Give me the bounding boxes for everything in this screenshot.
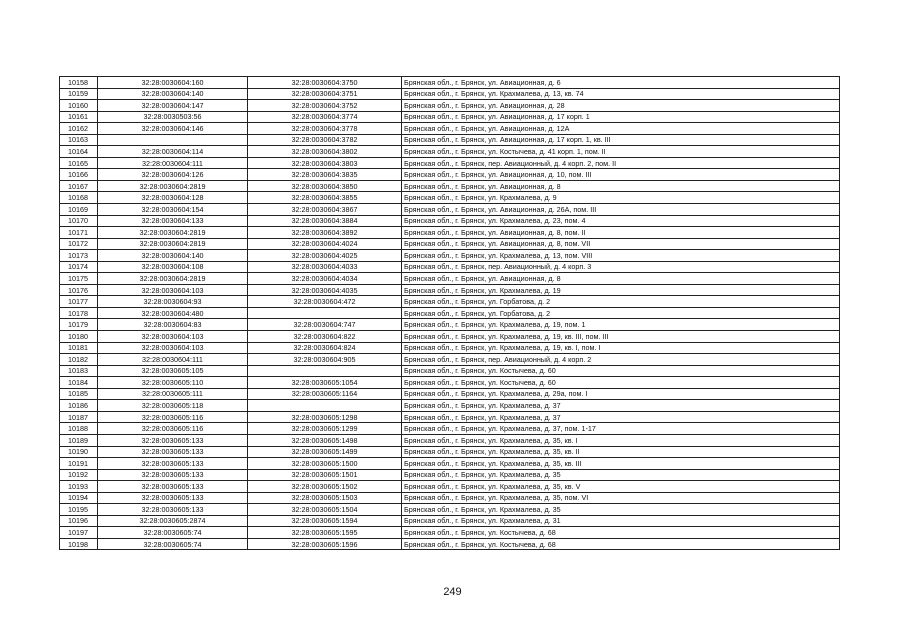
object-cadastral-number-cell: 32:28:0030604:3774 <box>248 111 402 123</box>
record-number-cell: 10174 <box>60 261 98 273</box>
table-row <box>60 377 840 389</box>
table-row <box>60 365 840 377</box>
land-cadastral-number-cell: 32:28:0030604:93 <box>98 296 248 308</box>
land-cadastral-number-cell: 32:28:0030605:2874 <box>98 515 248 527</box>
address-cell: Брянская обл., г. Брянск, ул. Крахмалева, д. 19 <box>402 284 840 296</box>
record-number-cell: 10192 <box>60 469 98 481</box>
land-cadastral-number-cell: 32:28:0030604:126 <box>98 169 248 181</box>
object-cadastral-number-cell: 32:28:0030604:3855 <box>248 192 402 204</box>
land-cadastral-number-cell: 32:28:0030605:105 <box>98 365 248 377</box>
record-number-cell: 10163 <box>60 134 98 146</box>
address-cell: Брянская обл., г. Брянск, ул. Крахмалева, д. 19, пом. 1 <box>402 319 840 331</box>
object-cadastral-number-cell <box>248 307 402 319</box>
registry-table-body <box>60 77 840 550</box>
address-cell: Брянская обл., г. Брянск, ул. Авиационная, д. 10, пом. III <box>402 169 840 181</box>
land-cadastral-number-cell: 32:28:0030604:103 <box>98 284 248 296</box>
record-number-cell: 10170 <box>60 215 98 227</box>
object-cadastral-number-cell <box>248 365 402 377</box>
land-cadastral-number-cell <box>98 134 248 146</box>
table-row <box>60 515 840 527</box>
land-cadastral-number-cell: 32:28:0030605:74 <box>98 527 248 539</box>
land-cadastral-number-cell: 32:28:0030605:74 <box>98 538 248 550</box>
table-row <box>60 111 840 123</box>
address-cell: Брянская обл., г. Брянск, ул. Крахмалева, д. 37 <box>402 411 840 423</box>
land-cadastral-number-cell: 32:28:0030604:103 <box>98 331 248 343</box>
record-number-cell: 10176 <box>60 284 98 296</box>
table-row <box>60 273 840 285</box>
table-row <box>60 423 840 435</box>
object-cadastral-number-cell: 32:28:0030604:3835 <box>248 169 402 181</box>
object-cadastral-number-cell: 32:28:0030604:3803 <box>248 157 402 169</box>
record-number-cell: 10171 <box>60 227 98 239</box>
object-cadastral-number-cell: 32:28:0030604:3850 <box>248 180 402 192</box>
object-cadastral-number-cell: 32:28:0030605:1594 <box>248 515 402 527</box>
object-cadastral-number-cell: 32:28:0030605:1595 <box>248 527 402 539</box>
table-row <box>60 469 840 481</box>
address-cell: Брянская обл., г. Брянск, ул. Крахмалева, д. 29а, пом. I <box>402 388 840 400</box>
record-number-cell: 10169 <box>60 204 98 216</box>
object-cadastral-number-cell: 32:28:0030605:1054 <box>248 377 402 389</box>
table-row <box>60 134 840 146</box>
record-number-cell: 10181 <box>60 342 98 354</box>
land-cadastral-number-cell: 32:28:0030604:128 <box>98 192 248 204</box>
record-number-cell: 10182 <box>60 354 98 366</box>
record-number-cell: 10190 <box>60 446 98 458</box>
object-cadastral-number-cell: 32:28:0030605:1504 <box>248 504 402 516</box>
table-row <box>60 215 840 227</box>
table-row <box>60 250 840 262</box>
record-number-cell: 10184 <box>60 377 98 389</box>
address-cell: Брянская обл., г. Брянск, ул. Крахмалева, д. 35 <box>402 469 840 481</box>
record-number-cell: 10159 <box>60 88 98 100</box>
land-cadastral-number-cell: 32:28:0030605:133 <box>98 434 248 446</box>
table-row <box>60 77 840 89</box>
land-cadastral-number-cell: 32:28:0030605:118 <box>98 400 248 412</box>
address-cell: Брянская обл., г. Брянск, ул. Авиационная, д. 12А <box>402 123 840 135</box>
address-cell: Брянская обл., г. Брянск, ул. Крахмалева, д. 13, пом. VIII <box>402 250 840 262</box>
object-cadastral-number-cell: 32:28:0030604:3802 <box>248 146 402 158</box>
registry-table <box>59 76 840 550</box>
object-cadastral-number-cell: 32:28:0030605:1499 <box>248 446 402 458</box>
object-cadastral-number-cell: 32:28:0030605:1500 <box>248 458 402 470</box>
object-cadastral-number-cell: 32:28:0030604:4025 <box>248 250 402 262</box>
table-row <box>60 204 840 216</box>
record-number-cell: 10178 <box>60 307 98 319</box>
object-cadastral-number-cell: 32:28:0030604:822 <box>248 331 402 343</box>
address-cell: Брянская обл., г. Брянск, ул. Крахмалева, д. 19, кв. III, пом. III <box>402 331 840 343</box>
object-cadastral-number-cell: 32:28:0030604:905 <box>248 354 402 366</box>
address-cell: Брянская обл., г. Брянск, ул. Костычева, д. 68 <box>402 527 840 539</box>
record-number-cell: 10158 <box>60 77 98 89</box>
object-cadastral-number-cell: 32:28:0030604:4024 <box>248 238 402 250</box>
land-cadastral-number-cell: 32:28:0030605:110 <box>98 377 248 389</box>
address-cell: Брянская обл., г. Брянск, ул. Крахмалева, д. 31 <box>402 515 840 527</box>
address-cell: Брянская обл., г. Брянск, ул. Горбатова, д. 2 <box>402 296 840 308</box>
object-cadastral-number-cell: 32:28:0030604:3782 <box>248 134 402 146</box>
address-cell: Брянская обл., г. Брянск, ул. Крахмалева, д. 19, кв. I, пом. I <box>402 342 840 354</box>
object-cadastral-number-cell: 32:28:0030604:4033 <box>248 261 402 273</box>
address-cell: Брянская обл., г. Брянск, ул. Авиационная, д. 6 <box>402 77 840 89</box>
land-cadastral-number-cell: 32:28:0030605:133 <box>98 446 248 458</box>
object-cadastral-number-cell: 32:28:0030605:1299 <box>248 423 402 435</box>
land-cadastral-number-cell: 32:28:0030605:111 <box>98 388 248 400</box>
object-cadastral-number-cell: 32:28:0030605:1298 <box>248 411 402 423</box>
table-row <box>60 400 840 412</box>
record-number-cell: 10189 <box>60 434 98 446</box>
table-row <box>60 458 840 470</box>
record-number-cell: 10187 <box>60 411 98 423</box>
land-cadastral-number-cell: 32:28:0030604:140 <box>98 88 248 100</box>
address-cell: Брянская обл., г. Брянск, ул. Костычева, д. 60 <box>402 377 840 389</box>
object-cadastral-number-cell: 32:28:0030605:1498 <box>248 434 402 446</box>
land-cadastral-number-cell: 32:28:0030604:103 <box>98 342 248 354</box>
object-cadastral-number-cell: 32:28:0030605:1501 <box>248 469 402 481</box>
address-cell: Брянская обл., г. Брянск, ул. Крахмалева, д. 35, кв. III <box>402 458 840 470</box>
record-number-cell: 10183 <box>60 365 98 377</box>
record-number-cell: 10180 <box>60 331 98 343</box>
address-cell: Брянская обл., г. Брянск, пер. Авиационный, д. 4 корп. 2 <box>402 354 840 366</box>
record-number-cell: 10196 <box>60 515 98 527</box>
address-cell: Брянская обл., г. Брянск, ул. Авиационная, д. 17 корп. 1, кв. III <box>402 134 840 146</box>
table-row <box>60 296 840 308</box>
address-cell: Брянская обл., г. Брянск, ул. Крахмалева, д. 35 <box>402 504 840 516</box>
page-number: 249 <box>443 586 462 598</box>
address-cell: Брянская обл., г. Брянск, ул. Авиационная, д. 8 <box>402 273 840 285</box>
address-cell: Брянская обл., г. Брянск, пер. Авиационный, д. 4 корп. 2, пом. II <box>402 157 840 169</box>
record-number-cell: 10177 <box>60 296 98 308</box>
land-cadastral-number-cell: 32:28:0030605:133 <box>98 469 248 481</box>
table-row <box>60 146 840 158</box>
object-cadastral-number-cell: 32:28:0030605:1502 <box>248 481 402 493</box>
record-number-cell: 10166 <box>60 169 98 181</box>
record-number-cell: 10160 <box>60 100 98 112</box>
land-cadastral-number-cell: 32:28:0030604:2819 <box>98 180 248 192</box>
table-row <box>60 504 840 516</box>
object-cadastral-number-cell: 32:28:0030604:4034 <box>248 273 402 285</box>
address-cell: Брянская обл., г. Брянск, ул. Авиационная, д. 17 корп. 1 <box>402 111 840 123</box>
table-row <box>60 261 840 273</box>
table-row <box>60 88 840 100</box>
address-cell: Брянская обл., г. Брянск, ул. Крахмалева, д. 9 <box>402 192 840 204</box>
record-number-cell: 10188 <box>60 423 98 435</box>
object-cadastral-number-cell: 32:28:0030605:1596 <box>248 538 402 550</box>
table-row <box>60 169 840 181</box>
land-cadastral-number-cell: 32:28:0030605:133 <box>98 504 248 516</box>
table-row <box>60 492 840 504</box>
land-cadastral-number-cell: 32:28:0030604:140 <box>98 250 248 262</box>
object-cadastral-number-cell: 32:28:0030604:3884 <box>248 215 402 227</box>
land-cadastral-number-cell: 32:28:0030604:83 <box>98 319 248 331</box>
object-cadastral-number-cell: 32:28:0030605:1164 <box>248 388 402 400</box>
record-number-cell: 10185 <box>60 388 98 400</box>
table-row <box>60 123 840 135</box>
record-number-cell: 10165 <box>60 157 98 169</box>
table-row <box>60 446 840 458</box>
record-number-cell: 10179 <box>60 319 98 331</box>
record-number-cell: 10161 <box>60 111 98 123</box>
table-row <box>60 538 840 550</box>
record-number-cell: 10172 <box>60 238 98 250</box>
table-row <box>60 342 840 354</box>
object-cadastral-number-cell <box>248 400 402 412</box>
address-cell: Брянская обл., г. Брянск, ул. Авиационная, д. 8, пом. VII <box>402 238 840 250</box>
record-number-cell: 10191 <box>60 458 98 470</box>
land-cadastral-number-cell: 32:28:0030604:108 <box>98 261 248 273</box>
object-cadastral-number-cell: 32:28:0030604:472 <box>248 296 402 308</box>
land-cadastral-number-cell: 32:28:0030605:133 <box>98 492 248 504</box>
address-cell: Брянская обл., г. Брянск, ул. Крахмалева, д. 23, пом. 4 <box>402 215 840 227</box>
address-cell: Брянская обл., г. Брянск, ул. Горбатова, д. 2 <box>402 307 840 319</box>
table-row <box>60 481 840 493</box>
address-cell: Брянская обл., г. Брянск, ул. Крахмалева, д. 35, пом. VI <box>402 492 840 504</box>
table-row <box>60 527 840 539</box>
object-cadastral-number-cell: 32:28:0030604:3867 <box>248 204 402 216</box>
record-number-cell: 10162 <box>60 123 98 135</box>
land-cadastral-number-cell: 32:28:0030604:111 <box>98 354 248 366</box>
land-cadastral-number-cell: 32:28:0030604:111 <box>98 157 248 169</box>
address-cell: Брянская обл., г. Брянск, пер. Авиационный, д. 4 корп. 3 <box>402 261 840 273</box>
table-row <box>60 238 840 250</box>
address-cell: Брянская обл., г. Брянск, ул. Авиационная, д. 26А, пом. III <box>402 204 840 216</box>
land-cadastral-number-cell: 32:28:0030604:2819 <box>98 273 248 285</box>
table-row <box>60 331 840 343</box>
address-cell: Брянская обл., г. Брянск, ул. Авиационная, д. 28 <box>402 100 840 112</box>
land-cadastral-number-cell: 32:28:0030503:56 <box>98 111 248 123</box>
address-cell: Брянская обл., г. Брянск, ул. Крахмалева, д. 35, кв. V <box>402 481 840 493</box>
table-row <box>60 284 840 296</box>
record-number-cell: 10198 <box>60 538 98 550</box>
table-row <box>60 434 840 446</box>
table-row <box>60 100 840 112</box>
address-cell: Брянская обл., г. Брянск, ул. Крахмалева, д. 13, кв. 74 <box>402 88 840 100</box>
address-cell: Брянская обл., г. Брянск, ул. Авиационная, д. 8 <box>402 180 840 192</box>
land-cadastral-number-cell: 32:28:0030604:147 <box>98 100 248 112</box>
object-cadastral-number-cell: 32:28:0030604:3750 <box>248 77 402 89</box>
object-cadastral-number-cell: 32:28:0030604:4035 <box>248 284 402 296</box>
table-row <box>60 388 840 400</box>
object-cadastral-number-cell: 32:28:0030604:3892 <box>248 227 402 239</box>
table-row <box>60 180 840 192</box>
table-row <box>60 307 840 319</box>
table-row <box>60 354 840 366</box>
object-cadastral-number-cell: 32:28:0030605:1503 <box>248 492 402 504</box>
record-number-cell: 10175 <box>60 273 98 285</box>
object-cadastral-number-cell: 32:28:0030604:747 <box>248 319 402 331</box>
address-cell: Брянская обл., г. Брянск, ул. Авиационная, д. 8, пом. II <box>402 227 840 239</box>
record-number-cell: 10194 <box>60 492 98 504</box>
table-row <box>60 411 840 423</box>
land-cadastral-number-cell: 32:28:0030605:133 <box>98 481 248 493</box>
record-number-cell: 10197 <box>60 527 98 539</box>
land-cadastral-number-cell: 32:28:0030604:133 <box>98 215 248 227</box>
record-number-cell: 10186 <box>60 400 98 412</box>
address-cell: Брянская обл., г. Брянск, ул. Костычева, д. 41 корп. 1, пом. II <box>402 146 840 158</box>
table-row <box>60 227 840 239</box>
land-cadastral-number-cell: 32:28:0030604:160 <box>98 77 248 89</box>
address-cell: Брянская обл., г. Брянск, ул. Крахмалева, д. 37, пом. 1-17 <box>402 423 840 435</box>
land-cadastral-number-cell: 32:28:0030604:2819 <box>98 227 248 239</box>
object-cadastral-number-cell: 32:28:0030604:3752 <box>248 100 402 112</box>
address-cell: Брянская обл., г. Брянск, ул. Костычева, д. 68 <box>402 538 840 550</box>
land-cadastral-number-cell: 32:28:0030605:116 <box>98 423 248 435</box>
address-cell: Брянская обл., г. Брянск, ул. Крахмалева, д. 37 <box>402 400 840 412</box>
object-cadastral-number-cell: 32:28:0030604:3751 <box>248 88 402 100</box>
land-cadastral-number-cell: 32:28:0030604:114 <box>98 146 248 158</box>
address-cell: Брянская обл., г. Брянск, ул. Крахмалева, д. 35, кв. II <box>402 446 840 458</box>
table-row <box>60 192 840 204</box>
land-cadastral-number-cell: 32:28:0030604:2819 <box>98 238 248 250</box>
table-row <box>60 319 840 331</box>
land-cadastral-number-cell: 32:28:0030605:133 <box>98 458 248 470</box>
object-cadastral-number-cell: 32:28:0030604:3778 <box>248 123 402 135</box>
record-number-cell: 10193 <box>60 481 98 493</box>
object-cadastral-number-cell: 32:28:0030604:824 <box>248 342 402 354</box>
record-number-cell: 10167 <box>60 180 98 192</box>
land-cadastral-number-cell: 32:28:0030604:154 <box>98 204 248 216</box>
record-number-cell: 10168 <box>60 192 98 204</box>
address-cell: Брянская обл., г. Брянск, ул. Крахмалева, д. 35, кв. I <box>402 434 840 446</box>
address-cell: Брянская обл., г. Брянск, ул. Костычева, д. 60 <box>402 365 840 377</box>
land-cadastral-number-cell: 32:28:0030604:146 <box>98 123 248 135</box>
record-number-cell: 10173 <box>60 250 98 262</box>
table-row <box>60 157 840 169</box>
record-number-cell: 10195 <box>60 504 98 516</box>
land-cadastral-number-cell: 32:28:0030605:116 <box>98 411 248 423</box>
land-cadastral-number-cell: 32:28:0030604:480 <box>98 307 248 319</box>
record-number-cell: 10164 <box>60 146 98 158</box>
